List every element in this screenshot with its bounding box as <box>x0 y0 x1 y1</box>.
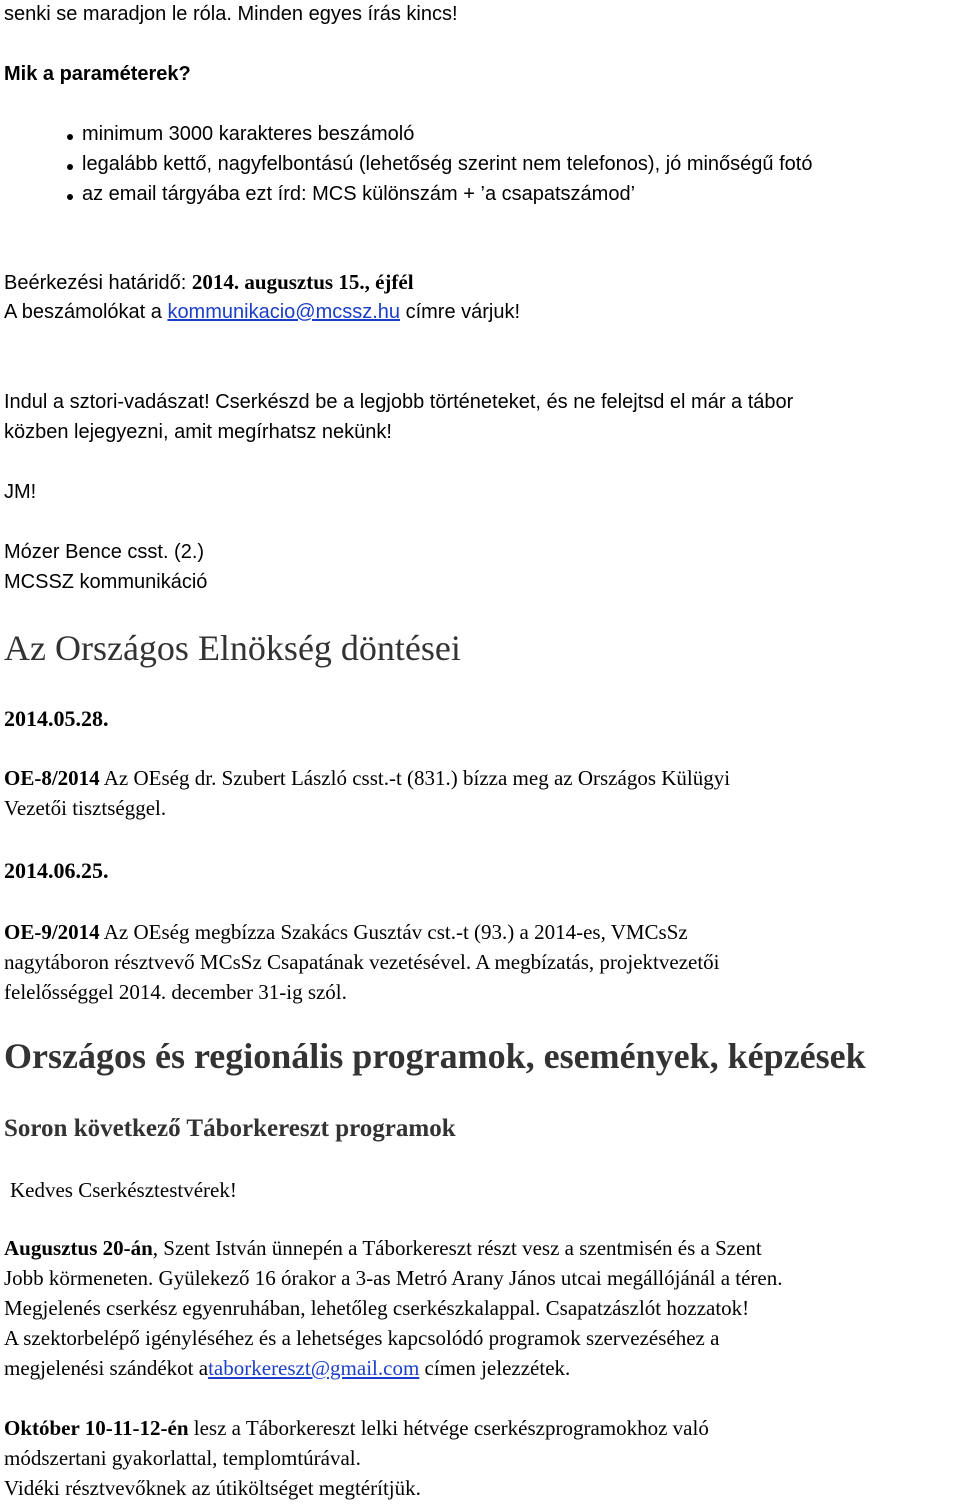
decision-oe8 <box>4 768 730 789</box>
email-link[interactable]: kommunikacio@mcssz.hu <box>167 301 401 323</box>
decision-text: felelősséggel 2014. december 31-ig szól. <box>4 980 347 1004</box>
aug-paragraph-line: A szektorbelépő igényléséhez és a lehetséges kapcsolódó programok szervezéséhez a <box>4 1326 720 1350</box>
oct-paragraph-line <box>4 1418 709 1439</box>
decision-date: 2014.05.28. <box>4 706 109 731</box>
oct-paragraph-line: módszertani gyakorlattal, templomtúrával. <box>4 1446 361 1470</box>
hunt-line: közben lejegyezni, amit megírhatsz nekünk! <box>4 421 392 443</box>
bullet-item: az email tárgyába ezt írd: MCS különszám + ’a csapatszámod’ <box>82 183 636 205</box>
email-line <box>4 302 520 322</box>
email-suffix: címre várjuk! <box>400 301 521 323</box>
aug-text: , Szent István ünnepén a Táborkereszt részt vesz a szentmisén és a Szent <box>152 1236 762 1260</box>
decision-code: OE-9/2014 <box>4 920 100 944</box>
decision-text: nagytáboron résztvevő MCsSz Csapatának vezetésével. A megbízatás, projektvezetői <box>4 950 720 974</box>
bullet-dot <box>67 134 73 140</box>
aug-paragraph-line <box>4 1358 570 1379</box>
programs-title: Országos és regionális programok, események, képzések <box>4 1036 866 1076</box>
greeting: Kedves Cserkésztestvérek! <box>10 1178 237 1202</box>
taborkereszt-email-link[interactable]: taborkereszt@gmail.com <box>208 1356 420 1380</box>
oct-date: Október 10-11-12-én <box>4 1416 189 1440</box>
parameters-heading: Mik a paraméterek? <box>4 63 191 85</box>
deadline-value: 2014. augusztus 15., éjfél <box>191 270 414 294</box>
jm-text: JM! <box>4 481 37 503</box>
programs-subtitle: Soron következő Táborkereszt programok <box>4 1115 456 1142</box>
aug-text: megjelenési szándékot a <box>4 1356 209 1380</box>
intro-line: senki se maradjon le róla. Minden egyes írás kincs! <box>4 3 458 25</box>
email-prefix: A beszámolókat a <box>4 301 168 323</box>
oct-text: lesz a Táborkereszt lelki hétvége cserkészprogramokhoz való <box>188 1416 709 1440</box>
aug-paragraph-line: Megjelenés cserkész egyenruhában, lehetőleg cserkészkalappal. Csapatzászlót hozzatok! <box>4 1296 750 1320</box>
decision-text: Vezetői tisztséggel. <box>4 796 167 820</box>
aug-date: Augusztus 20-án <box>4 1236 153 1260</box>
signature-role: MCSSZ kommunikáció <box>4 571 208 593</box>
decision-text: Az OEség megbízza Szakács Gusztáv cst.-t (93.) a 2014-es, VMCsSz <box>99 920 688 944</box>
decision-date: 2014.06.25. <box>4 858 109 883</box>
decision-text: Az OEség dr. Szubert László csst.-t (831.) bízza meg az Országos Külügyi <box>99 766 731 790</box>
deadline-line <box>4 272 414 293</box>
bullet-item: minimum 3000 karakteres beszámoló <box>82 123 415 145</box>
bullet-dot <box>67 164 73 170</box>
decision-code: OE-8/2014 <box>4 766 100 790</box>
oct-paragraph-line: Vidéki résztvevőknek az útiköltséget megtérítjük. <box>4 1476 421 1500</box>
bullet-dot <box>67 194 73 200</box>
signature-name: Mózer Bence csst. (2.) <box>4 541 205 563</box>
aug-paragraph-line: Jobb körmeneten. Gyülekező 16 órakor a 3-as Metró Arany János utcai megállójánál a téren. <box>4 1266 783 1290</box>
hunt-line: Indul a sztori-vadászat! Cserkészd be a legjobb történeteket, és ne felejtsd el már a tábor <box>4 391 794 413</box>
aug-paragraph-line <box>4 1238 762 1259</box>
deadline-label: Beérkezési határidő: <box>4 272 192 294</box>
bullet-item: legalább kettő, nagyfelbontású (lehetőség szerint nem telefonos), jó minőségű fotó <box>82 153 813 175</box>
decision-oe9 <box>4 922 688 943</box>
aug-text: címen jelezzétek. <box>419 1356 571 1380</box>
decisions-title: Az Országos Elnökség döntései <box>4 628 461 668</box>
